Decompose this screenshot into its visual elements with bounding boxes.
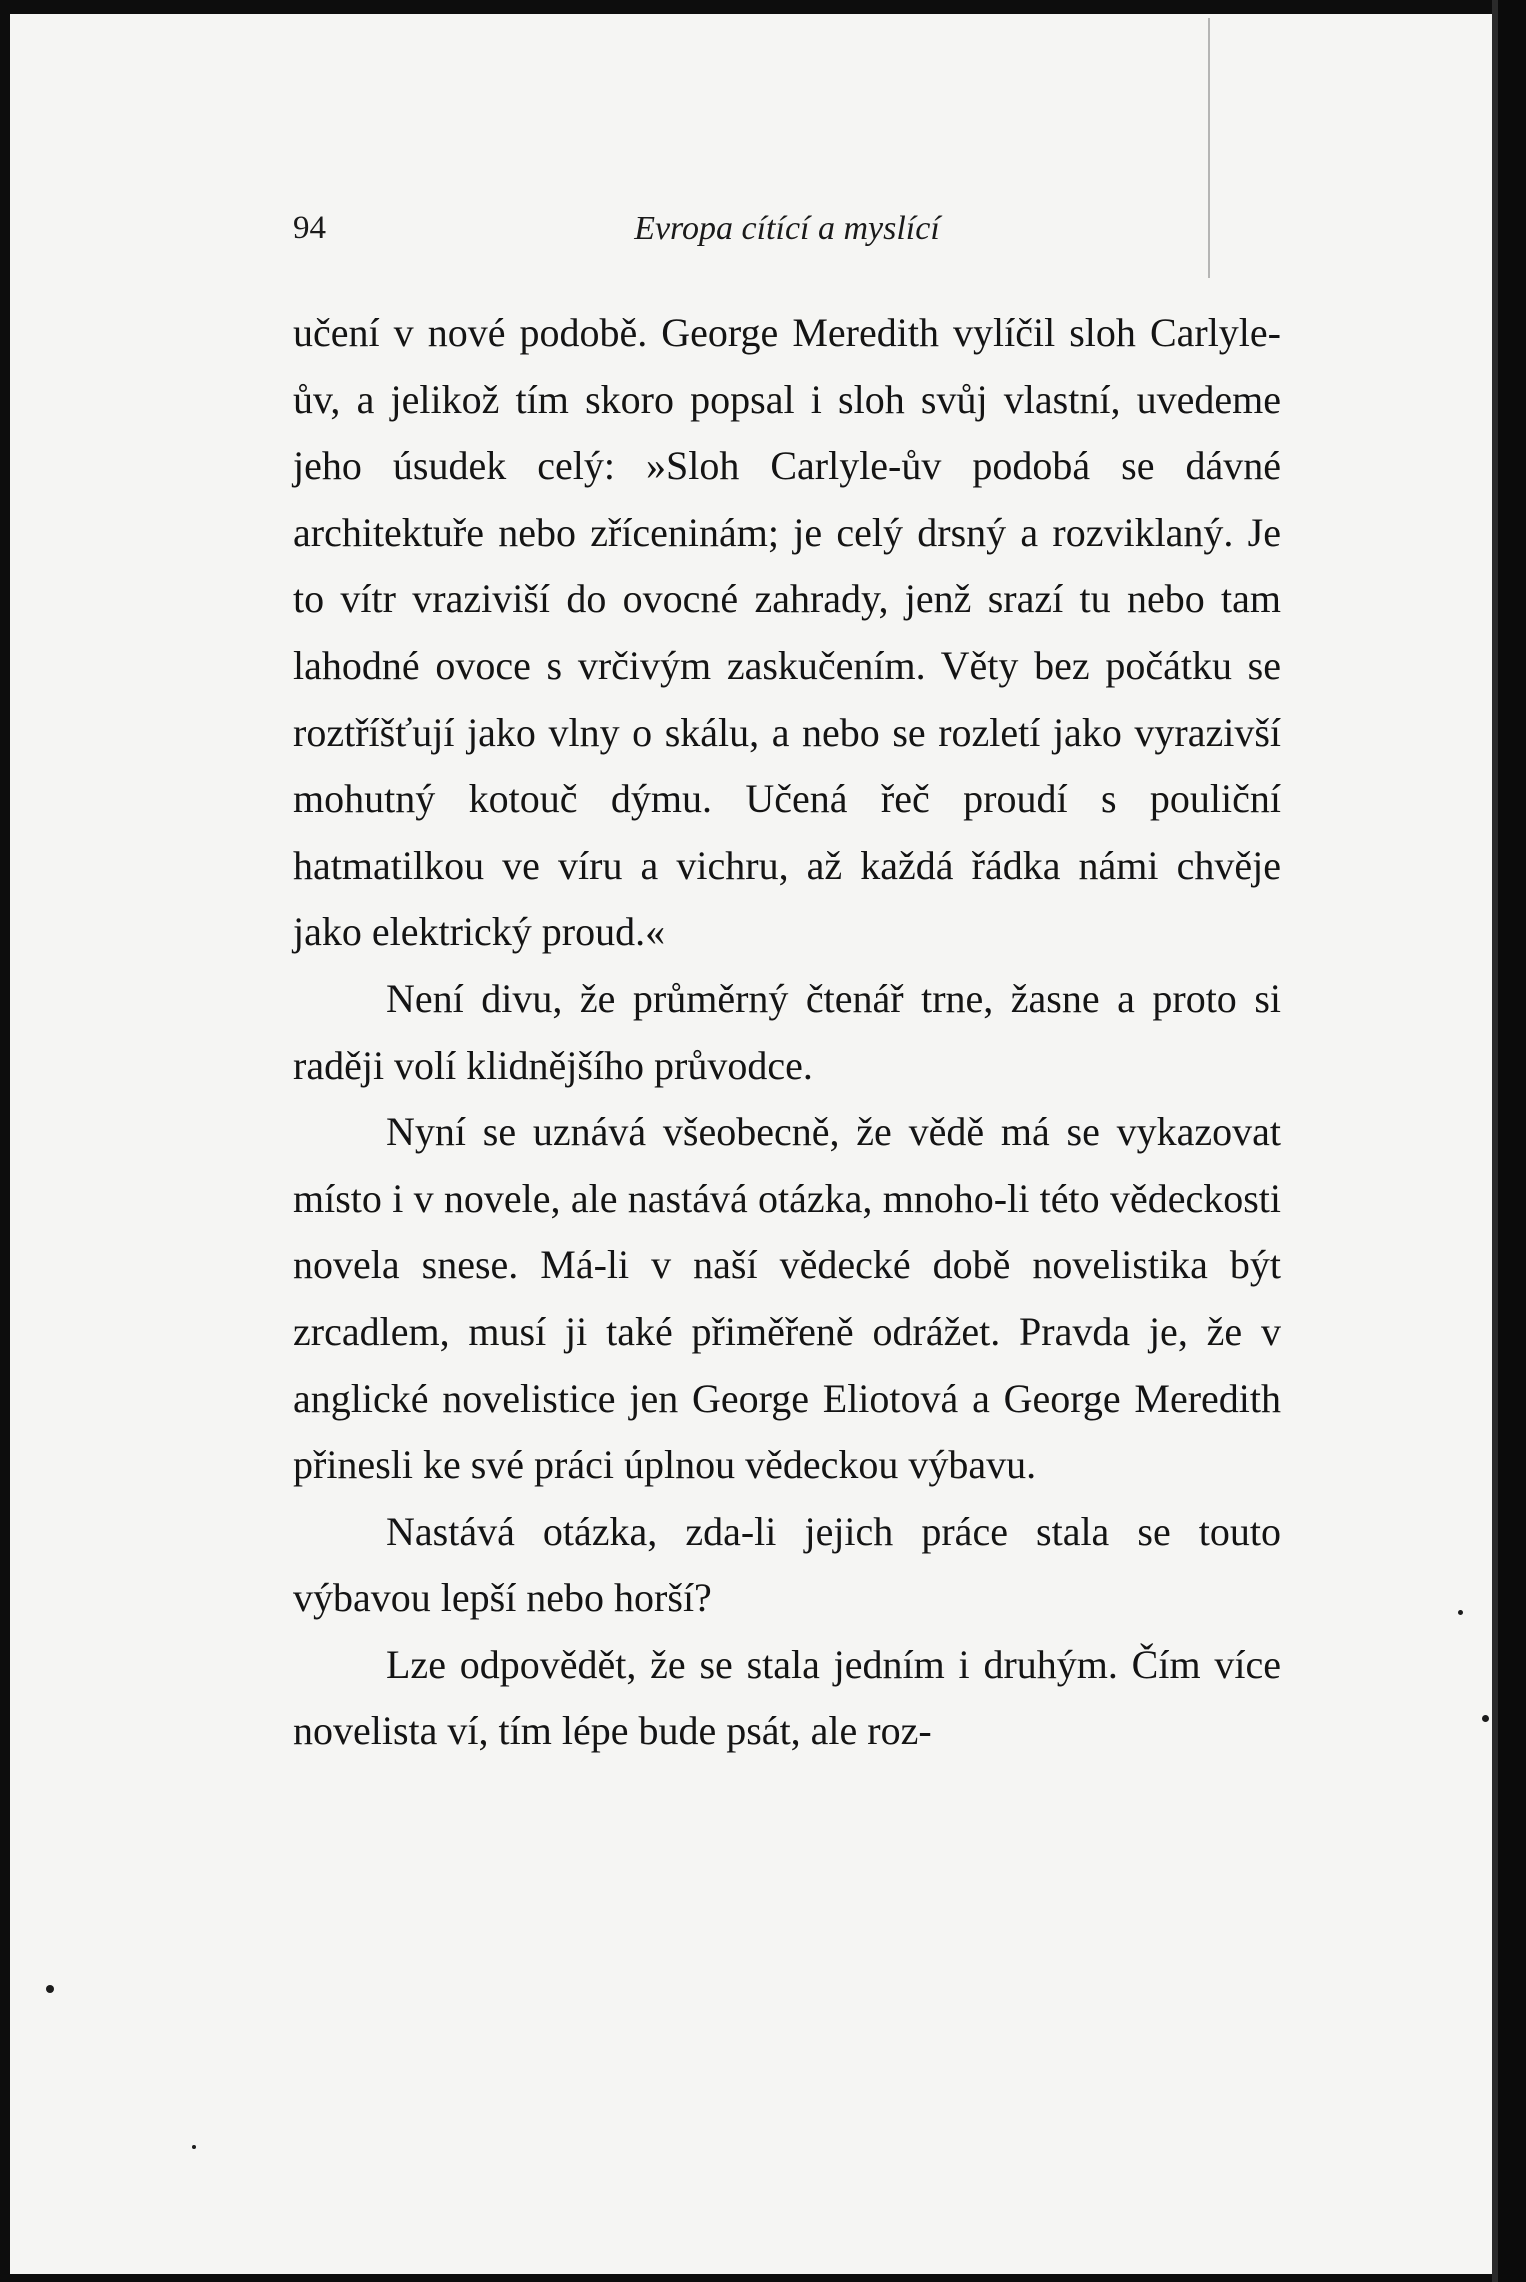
paragraph-1: učení v nové podobě. George Meredith vylíčil sloh Carlyle-ův, a jelikož tím skoro popsal i sloh svůj vlastní, uvedeme jeho úsudek celý: »Sloh Carlyle-ův podobá se dávné architektuře nebo zříceninám; je celý drsný a rozviklaný. Je to vítr vraziviší do ovocné zahrady, jenž srazí tu nebo tam lahodné ovoce s vrčivým zaskučením. Věty bez počátku se roztříšťují jako vlny o skálu, a nebo se rozletí jako vyrazivší mohutný kotouč dýmu. Učená řeč proudí s pouliční hatmatilkou ve víru a vichru, až každá řádka námi chvěje jako elektrický proud.« xyxy=(293,310,1281,955)
scan-speck xyxy=(1458,1610,1463,1615)
page-header xyxy=(293,210,1281,260)
body-text xyxy=(293,300,1281,1765)
running-title: Evropa cítící a myslící xyxy=(634,210,940,247)
scan-speck xyxy=(1482,1715,1489,1722)
paragraph-5: Lze odpovědět, že se stala jedním i druhým. Čím více novelista ví, tím lépe bude psát, ale roz- xyxy=(293,1641,1281,1754)
paragraph-4: Nastává otázka, zda-li jejich práce stala se touto výbavou lepší nebo horší? xyxy=(293,1508,1281,1621)
paragraph-2: Není divu, že průměrný čtenář trne, žasne a proto si raději volí klidnějšího průvodce. xyxy=(293,975,1281,1088)
scan-speck xyxy=(192,2145,196,2149)
scan-speck xyxy=(46,1985,54,1993)
paragraph-3: Nyní se uznává všeobecně, že vědě má se vykazovat místo i v novele, ale nastává otázka, mnoho-li této vědeckosti novela snese. Má-li v naší vědecké době novelistika být zrcadlem, musí ji také přiměřeně odrážet. Pravda je, že v anglické novelistice jen George Eliotová a George Meredith přinesli ke své práci úplnou vědeckou výbavu. xyxy=(293,1109,1281,1488)
scan-border-right xyxy=(1498,0,1526,2282)
page-number: 94 xyxy=(293,210,326,246)
